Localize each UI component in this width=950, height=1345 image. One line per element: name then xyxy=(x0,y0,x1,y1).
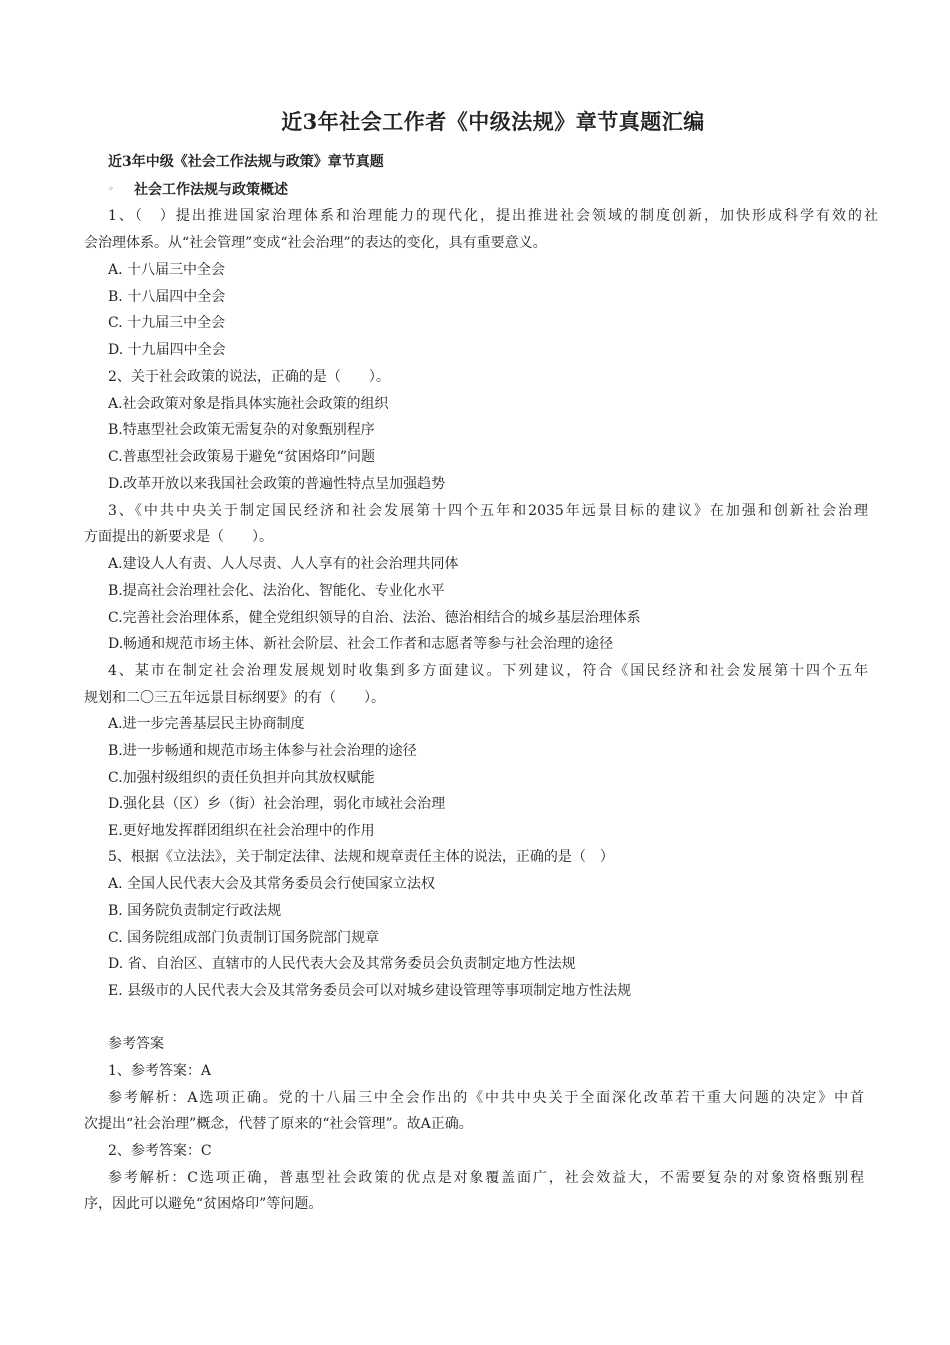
question-4-option-e: E.更好地发挥群团组织在社会治理中的作用 xyxy=(108,823,375,839)
bullet-icon: ◦ xyxy=(108,184,114,195)
question-5-text: 5、根据《立法法》，关于制定法律、法规和规章责任主体的说法，正确的是（ ） xyxy=(108,849,614,865)
question-3-text: 3、《中共中央关于制定国民经济和社会发展第十四个五年和2035年远景目标的建议》在加强和创新社会治理 xyxy=(108,503,868,519)
document-title: 近3年社会工作者《中级法规》章节真题汇编 xyxy=(281,109,705,134)
question-1-option-c: C. 十九届三中全会 xyxy=(108,315,226,331)
answer-2-explanation-cont: 序，因此可以避免“贫困烙印”等问题。 xyxy=(84,1196,323,1212)
question-5-option-d: D. 省、自治区、直辖市的人民代表大会及其常务委员会负责制定地方性法规 xyxy=(108,956,576,972)
answer-1: 1、参考答案：A xyxy=(108,1063,212,1079)
question-5-option-c: C. 国务院组成部门负责制订国务院部门规章 xyxy=(108,930,380,946)
question-4-option-a: A.进一步完善基层民主协商制度 xyxy=(108,716,305,732)
question-2-option-b: B.特惠型社会政策无需复杂的对象甄别程序 xyxy=(108,422,375,438)
question-5-option-a: A. 全国人民代表大会及其常务委员会行使国家立法权 xyxy=(108,876,436,892)
section-label: 社会工作法规与政策概述 xyxy=(134,182,288,198)
question-3-option-c: C.完善社会治理体系，健全党组织领导的自治、法治、德治相结合的城乡基层治理体系 xyxy=(108,610,641,626)
answer-2-explanation: 参考解析：C选项正确，普惠型社会政策的优点是对象覆盖面广，社会效益大，不需要复杂的对象资格甄别程 xyxy=(108,1170,864,1186)
question-2-option-d: D.改革开放以来我国社会政策的普遍性特点呈加强趋势 xyxy=(108,476,446,492)
question-3-option-a: A.建设人人有责、人人尽责、人人享有的社会治理共同体 xyxy=(108,556,459,572)
question-3-text-cont: 方面提出的新要求是（ ）。 xyxy=(84,529,273,545)
question-1-option-a: A. 十八届三中全会 xyxy=(108,262,226,278)
question-1-text: 1、（ ）提出推进国家治理体系和治理能力的现代化，提出推进社会领域的制度创新，加快形成科学有效的社 xyxy=(108,208,878,224)
question-3-option-b: B.提高社会治理社会化、法治化、智能化、专业化水平 xyxy=(108,583,445,599)
question-1-option-b: B. 十八届四中全会 xyxy=(108,289,226,305)
question-2-text: 2、关于社会政策的说法，正确的是（ ）。 xyxy=(108,369,390,385)
question-4-option-c: C.加强村级组织的责任负担并向其放权赋能 xyxy=(108,770,375,786)
subtitle: 近3年中级《社会工作法规与政策》章节真题 xyxy=(108,154,384,170)
question-4-text: 4、某市在制定社会治理发展规划时收集到多方面建议。下列建议，符合《国民经济和社会发展第十四个五年 xyxy=(108,663,868,679)
section-heading xyxy=(108,180,903,200)
question-4-option-d: D.强化县（区）乡（街）社会治理，弱化市域社会治理 xyxy=(108,796,446,812)
question-4-option-b: B.进一步畅通和规范市场主体参与社会治理的途径 xyxy=(108,743,417,759)
question-1-option-d: D. 十九届四中全会 xyxy=(108,342,226,358)
answer-2: 2、参考答案：C xyxy=(108,1143,212,1159)
question-2-option-a: A.社会政策对象是指具体实施社会政策的组织 xyxy=(108,396,389,412)
question-2-option-c: C.普惠型社会政策易于避免“贫困烙印”问题 xyxy=(108,449,375,465)
question-5-option-e: E. 县级市的人民代表大会及其常务委员会可以对城乡建设管理等事项制定地方性法规 xyxy=(108,983,632,999)
answer-1-explanation-cont: 次提出“社会治理”概念，代替了原来的“社会管理”。故A正确。 xyxy=(84,1116,473,1132)
question-3-option-d: D.畅通和规范市场主体、新社会阶层、社会工作者和志愿者等参与社会治理的途径 xyxy=(108,636,614,652)
question-5-option-b: B. 国务院负责制定行政法规 xyxy=(108,903,282,919)
answers-heading: 参考答案 xyxy=(108,1036,164,1052)
question-4-text-cont: 规划和二〇三五年远景目标纲要》的有（ ）。 xyxy=(84,690,385,706)
question-1-text-cont: 会治理体系。从“社会管理”变成“社会治理”的表达的变化，具有重要意义。 xyxy=(84,235,547,251)
answer-1-explanation: 参考解析：A选项正确。党的十八届三中全会作出的《中共中央关于全面深化改革若干重大问题的决定》中首 xyxy=(108,1090,864,1106)
